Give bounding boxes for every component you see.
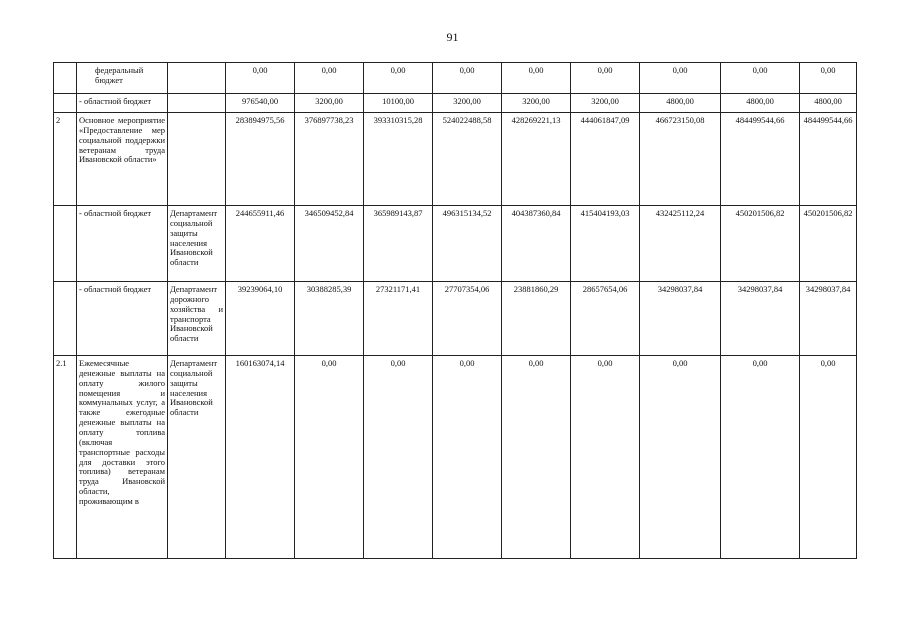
value-cell: 0,00 xyxy=(433,356,502,559)
row-executor-cell xyxy=(168,63,226,94)
value-cell: 0,00 xyxy=(502,63,571,94)
value-cell: 0,00 xyxy=(800,63,857,94)
row-number-cell: 2.1 xyxy=(54,356,77,559)
row-executor-cell: Департамент социальной защиты населения Ивановской области xyxy=(168,356,226,559)
value-cell: 466723150,08 xyxy=(640,113,721,206)
budget-table xyxy=(53,62,857,559)
value-cell: 27707354,06 xyxy=(433,282,502,356)
row-name-cell: Ежемесячные денежные выплаты на оплату жилого помещения и коммунальных услуг, а также ежегодные денежные выплаты на оплату топлива (включая транспортные расходы для доставки этого топлива) ветеранам труда Ивановской области, проживающим в xyxy=(77,356,168,559)
value-cell: 34298037,84 xyxy=(721,282,800,356)
row-executor-cell xyxy=(168,113,226,206)
value-cell: 432425112,24 xyxy=(640,206,721,282)
row-number-cell xyxy=(54,63,77,94)
value-cell: 496315134,52 xyxy=(433,206,502,282)
value-cell: 34298037,84 xyxy=(640,282,721,356)
value-cell: 376897738,23 xyxy=(295,113,364,206)
value-cell: 3200,00 xyxy=(502,94,571,113)
page-number: 91 xyxy=(446,30,459,44)
value-cell: 27321171,41 xyxy=(364,282,433,356)
value-cell: 0,00 xyxy=(502,356,571,559)
row-name-text: федеральный бюджет xyxy=(95,65,144,85)
value-cell: 393310315,28 xyxy=(364,113,433,206)
value-cell: 524022488,58 xyxy=(433,113,502,206)
value-cell: 365989143,87 xyxy=(364,206,433,282)
value-cell: 3200,00 xyxy=(571,94,640,113)
value-cell: 28657654,06 xyxy=(571,282,640,356)
value-cell: 976540,00 xyxy=(226,94,295,113)
value-cell: 160163074,14 xyxy=(226,356,295,559)
row-name-cell: Основное мероприятие «Предоставление мер социальной поддержки ветеранам труда Ивановской области» xyxy=(77,113,168,206)
value-cell: 0,00 xyxy=(571,356,640,559)
value-cell: 0,00 xyxy=(295,63,364,94)
value-cell: 39239064,10 xyxy=(226,282,295,356)
value-cell: 444061847,09 xyxy=(571,113,640,206)
value-cell: 450201506,82 xyxy=(800,206,857,282)
value-cell: 0,00 xyxy=(295,356,364,559)
row-name-cell xyxy=(77,63,168,94)
value-cell: 34298037,84 xyxy=(800,282,857,356)
value-cell: 0,00 xyxy=(226,63,295,94)
value-cell: 4800,00 xyxy=(640,94,721,113)
value-cell: 0,00 xyxy=(640,356,721,559)
value-cell: 0,00 xyxy=(721,63,800,94)
row-name-cell: - областной бюджет xyxy=(77,206,168,282)
value-cell: 0,00 xyxy=(721,356,800,559)
row-executor-cell: Департамент дорожного хозяйства и транспорта Ивановской области xyxy=(168,282,226,356)
row-number-cell xyxy=(54,206,77,282)
value-cell: 484499544,66 xyxy=(721,113,800,206)
row-number-cell xyxy=(54,282,77,356)
value-cell: 3200,00 xyxy=(433,94,502,113)
value-cell: 0,00 xyxy=(640,63,721,94)
value-cell: 346509452,84 xyxy=(295,206,364,282)
row-name-cell: - областной бюджет xyxy=(77,94,168,113)
table-row xyxy=(54,94,857,113)
row-number-cell: 2 xyxy=(54,113,77,206)
value-cell: 4800,00 xyxy=(800,94,857,113)
row-executor-cell: Департамент социальной защиты населения Ивановской области xyxy=(168,206,226,282)
value-cell: 244655911,46 xyxy=(226,206,295,282)
table-row xyxy=(54,63,857,94)
table-row xyxy=(54,113,857,206)
value-cell: 0,00 xyxy=(433,63,502,94)
row-name-cell: - областной бюджет xyxy=(77,282,168,356)
value-cell: 404387360,84 xyxy=(502,206,571,282)
row-executor-cell xyxy=(168,94,226,113)
table-row xyxy=(54,282,857,356)
value-cell: 23881860,29 xyxy=(502,282,571,356)
value-cell: 4800,00 xyxy=(721,94,800,113)
value-cell: 30388285,39 xyxy=(295,282,364,356)
value-cell: 0,00 xyxy=(364,63,433,94)
value-cell: 3200,00 xyxy=(295,94,364,113)
value-cell: 10100,00 xyxy=(364,94,433,113)
table-row xyxy=(54,356,857,559)
value-cell: 0,00 xyxy=(800,356,857,559)
value-cell: 484499544,66 xyxy=(800,113,857,206)
value-cell: 450201506,82 xyxy=(721,206,800,282)
value-cell: 0,00 xyxy=(364,356,433,559)
value-cell: 428269221,13 xyxy=(502,113,571,206)
value-cell: 0,00 xyxy=(571,63,640,94)
value-cell: 283894975,56 xyxy=(226,113,295,206)
value-cell: 415404193,03 xyxy=(571,206,640,282)
row-number-cell xyxy=(54,94,77,113)
table-row xyxy=(54,206,857,282)
